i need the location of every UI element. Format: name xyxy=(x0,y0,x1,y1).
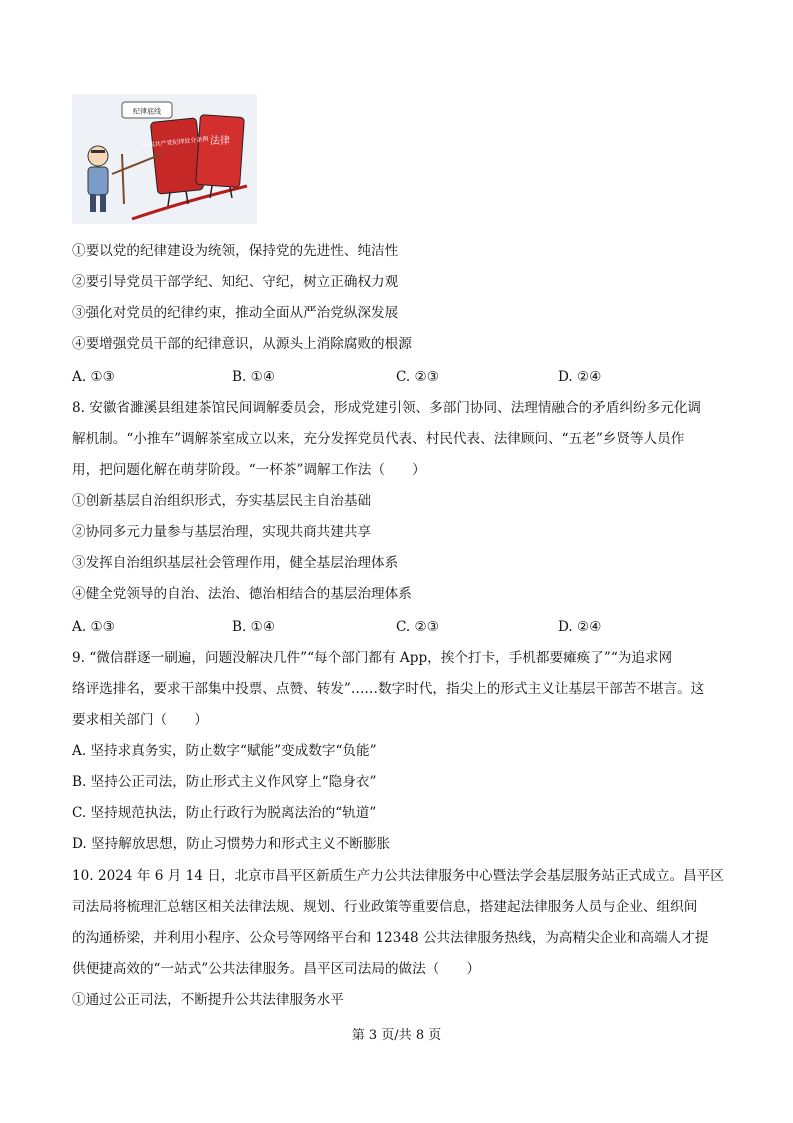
q7-item-1: ①要以党的纪律建设为统领，保持党的先进性、纯洁性 xyxy=(72,243,399,259)
q10-stem-line-4: 供便捷高效的“一站式”公共法律服务。昌平区司法局的做法（ ） xyxy=(72,961,481,977)
q7-option-a: A. ①③ xyxy=(72,369,115,385)
q8-item-2: ②协同多元力量参与基层治理，实现共商共建共享 xyxy=(72,524,372,540)
cartoon-illustration xyxy=(72,94,257,224)
q7-item-3: ③强化对党员的纪律约束，推动全面从严治党纵深发展 xyxy=(72,305,399,321)
q8-stem-line-1: 8. 安徽省濉溪县组建茶馆民间调解委员会，形成党建引领、多部门协同、法理情融合的矛盾纠纷多元化调 xyxy=(72,400,702,416)
q9-option-d: D. 坚持解放思想，防止习惯势力和形式主义不断膨胀 xyxy=(72,836,391,852)
q8-option-d: D. ②④ xyxy=(558,619,602,635)
q8-item-1: ①创新基层自治组织形式，夯实基层民主自治基础 xyxy=(72,493,372,509)
q7-item-4: ④要增强党员干部的纪律意识，从源头上消除腐败的根源 xyxy=(72,336,412,352)
q9-option-c: C. 坚持规范执法，防止行政行为脱离法治的“轨道” xyxy=(72,805,377,821)
q9-stem-line-3: 要求相关部门（ ） xyxy=(72,712,208,728)
book2-title: 法律 xyxy=(210,136,230,147)
q8-option-b: B. ①④ xyxy=(232,619,276,635)
q9-stem-line-1: 9. “微信群逐一刷遍，问题没解决几件”“每个部门都有 App，挨个打卡，手机都要瘫痪了”“为追求网 xyxy=(72,650,673,666)
q9-stem-line-2: 络评选排名，要求干部集中投票、点赞、转发”……数字时代，指尖上的形式主义让基层干部苦不堪言。这 xyxy=(72,681,705,697)
bubble-text: 纪律底线 xyxy=(133,107,161,116)
q8-item-3: ③发挥自治组织基层社会管理作用，健全基层治理体系 xyxy=(72,555,399,571)
q10-stem-line-1: 10. 2024 年 6 月 14 日，北京市昌平区新质生产力公共法律服务中心暨法学会基层服务站正式成立。昌平区 xyxy=(72,868,724,884)
q9-option-b: B. 坚持公正司法，防止形式主义作风穿上“隐身衣” xyxy=(72,774,377,790)
page-footer: 第 3 页/共 8 页 xyxy=(351,1028,442,1043)
q8-item-4: ④健全党领导的自治、法治、德治相结合的基层治理体系 xyxy=(72,586,412,602)
q7-item-2: ②要引导党员干部学纪、知纪、守纪，树立正确权力观 xyxy=(72,274,399,290)
q7-option-d: D. ②④ xyxy=(558,369,602,385)
q7-option-b: B. ①④ xyxy=(232,369,276,385)
book1-title: 中国共产党纪律处分条例 xyxy=(142,135,209,150)
q8-option-a: A. ①③ xyxy=(72,619,115,635)
q10-item-1: ①通过公正司法，不断提升公共法律服务水平 xyxy=(72,992,344,1008)
q8-option-c: C. ②③ xyxy=(396,619,439,635)
q7-option-c: C. ②③ xyxy=(396,369,439,385)
q8-stem-line-2: 解机制。“小推车”调解茶室成立以来，充分发挥党员代表、村民代表、法律顾问、“五老”乡贤等人员作 xyxy=(72,431,685,447)
q10-stem-line-2: 司法局将梳理汇总辖区相关法律法规、规划、行业政策等重要信息，搭建起法律服务人员与企业、组织间 xyxy=(72,899,698,915)
q9-option-a: A. 坚持求真务实，防止数字“赋能”变成数字“负能” xyxy=(72,743,377,759)
q8-stem-line-3: 用，把问题化解在萌芽阶段。“一杯茶”调解工作法（ ） xyxy=(72,462,426,478)
q10-stem-line-3: 的沟通桥梁，并利用小程序、公众号等网络平台和 12348 公共法律服务热线，为高精尖企业和高端人才提 xyxy=(72,930,709,946)
